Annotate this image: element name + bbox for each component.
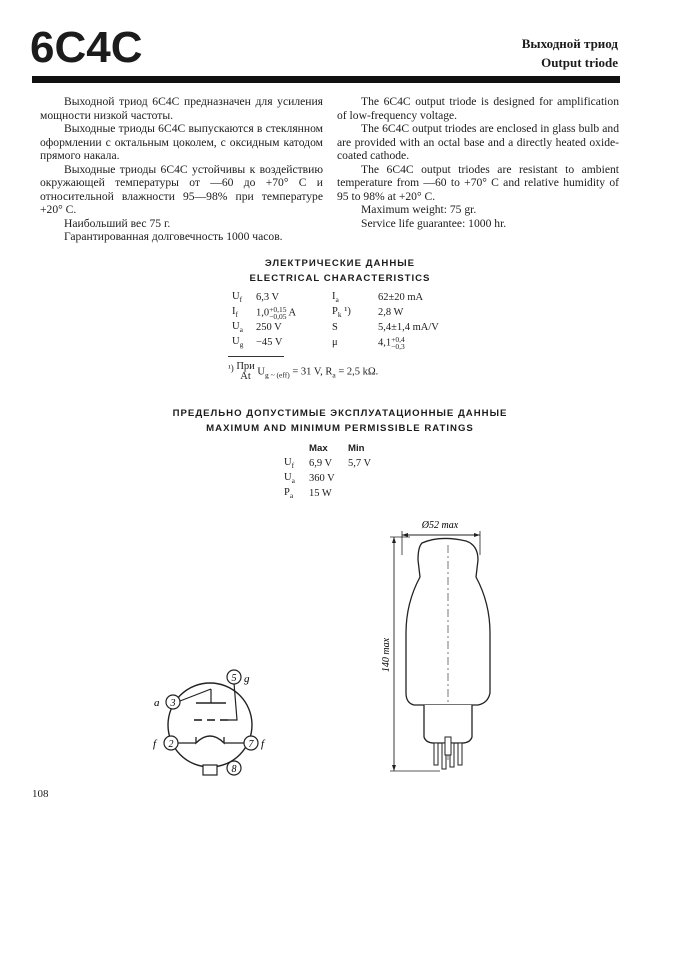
col-max: Max — [309, 443, 328, 454]
footnote-symbol-sub: g ~ (eff) — [265, 370, 290, 380]
footnote-ru: При — [236, 361, 255, 372]
pin-number: 5 — [231, 673, 237, 684]
page-number: 108 — [32, 788, 49, 800]
width-dimension: Ø52 max — [421, 520, 459, 531]
value-min — [348, 471, 376, 486]
pin-number: 8 — [231, 764, 237, 775]
param-symbol: $U_f$ — [284, 456, 295, 471]
param-symbol: $U_a$ — [232, 320, 243, 335]
param-symbol: $I_f$ — [232, 305, 238, 320]
param-symbol: μ — [332, 337, 338, 348]
paragraph-ru: Гарантированная долговечность 1000 часов. — [64, 230, 283, 243]
tube-outline-drawing — [370, 515, 520, 780]
value-max: 360 V — [309, 473, 335, 484]
header-rule — [32, 76, 620, 83]
table-row — [232, 305, 445, 320]
footnote-r-sub: a — [332, 370, 336, 380]
paragraph-ru: Выходные триоды 6С4С выпускаются в стеклянном оформлении с октальным цоколем, с оксидным катодом прямого накала. — [40, 122, 323, 162]
table-row — [232, 320, 445, 335]
height-dimension: 140 max — [381, 637, 392, 673]
pin-connection-diagram — [140, 665, 290, 785]
pin-number: 2 — [168, 739, 174, 750]
param-value: 62±20 mA — [378, 292, 424, 303]
header-subtitles — [522, 34, 618, 72]
electrical-title-ru: ЭЛЕКТРИЧЕСКИЕ ДАННЫЕ — [264, 258, 416, 269]
paragraph-en: Service life guarantee: 1000 hr. — [361, 216, 507, 230]
param-symbol: $U_g$ — [232, 335, 244, 350]
param-value: 5,4±1,4 mA/V — [378, 322, 439, 333]
table-row — [284, 471, 376, 486]
value-min — [348, 486, 376, 501]
paragraph-en: Maximum weight: 75 gr. — [361, 203, 477, 216]
paragraph-en: The 6C4C output triodes are enclosed in glass bulb and are provided with an octal base and a directly heated oxide-coated cathode. — [337, 122, 619, 162]
table-row — [284, 456, 376, 471]
table-row — [284, 486, 376, 501]
footnote-value: = 31 V, R — [292, 366, 333, 378]
electrical-title-en: ELECTRICAL CHARACTERISTICS — [249, 273, 431, 284]
paragraph-en: The 6C4C output triode is designed for amplification of low-frequency voltage. — [337, 95, 619, 122]
pin-number: 7 — [248, 739, 254, 750]
pin-label-filament: f — [261, 738, 265, 750]
param-symbol: $P_a$ — [284, 486, 294, 501]
param-symbol: $P_k$ ¹) — [332, 305, 351, 320]
footnote-r-value: = 2,5 kΩ. — [338, 366, 379, 378]
pin-label-grid: g — [244, 673, 250, 685]
paragraph-ru: Выходные триоды 6С4С устойчивы к воздействию окружающей температуры от —60 до +70° С и относительной влажности 95—98% при температуре +20° С. — [40, 162, 323, 216]
table-row — [232, 335, 445, 350]
footnote-en: At — [240, 371, 251, 382]
param-value: 6,3 V — [256, 292, 280, 303]
param-symbol: $I_a$ — [332, 290, 339, 305]
description-ru — [40, 95, 323, 244]
param-value: 1,0+0,15 −0,05 A — [256, 304, 297, 321]
param-value: 2,8 W — [378, 307, 404, 318]
ratings-title-en: MAXIMUM AND MINIMUM PERMISSIBLE RATINGS — [206, 423, 474, 434]
subtitle-ru: Выходной триод — [521, 36, 618, 51]
param-value: 4,1+0,4 −0,3 — [378, 334, 405, 351]
description-en — [337, 95, 619, 230]
footnote-divider — [228, 356, 284, 357]
paragraph-en: The 6C4C output triodes are resistant to ambient temperature from —60 to +70° C and relative humidity of 95 to 98% at +20° C. — [337, 162, 619, 203]
col-min: Min — [348, 443, 365, 454]
electrical-table — [232, 290, 445, 350]
subtitle-en: Output triode — [541, 55, 618, 70]
ratings-table — [284, 441, 376, 501]
value-max: 6,9 V — [309, 458, 333, 469]
footnote-symbol: U — [257, 366, 265, 378]
param-value: 250 V — [256, 322, 282, 333]
value-max: 15 W — [309, 488, 332, 499]
table-row — [232, 290, 445, 305]
param-symbol: S — [332, 322, 338, 333]
table-header — [284, 441, 376, 456]
paragraph-ru: Выходной триод 6С4С предназначен для усиления мощности низкой частоты. — [40, 95, 323, 122]
param-symbol: $U_f$ — [232, 290, 243, 305]
footnote — [228, 362, 378, 382]
tube-type-title: 6С4С — [30, 23, 143, 72]
pin-label-filament: f — [153, 738, 157, 750]
value-min: 5,7 V — [348, 458, 372, 469]
paragraph-ru: Наибольший вес 75 г. — [64, 216, 171, 230]
footnote-mark: ¹) — [228, 363, 234, 373]
param-symbol: $U_a$ — [284, 471, 295, 486]
pin-number: 3 — [170, 698, 176, 709]
ratings-title-ru: ПРЕДЕЛЬНО ДОПУСТИМЫЕ ЭКСПЛУАТАЦИОННЫЕ ДАННЫЕ — [172, 408, 508, 419]
pin-label-anode: a — [154, 697, 160, 709]
param-value: −45 V — [256, 337, 283, 348]
